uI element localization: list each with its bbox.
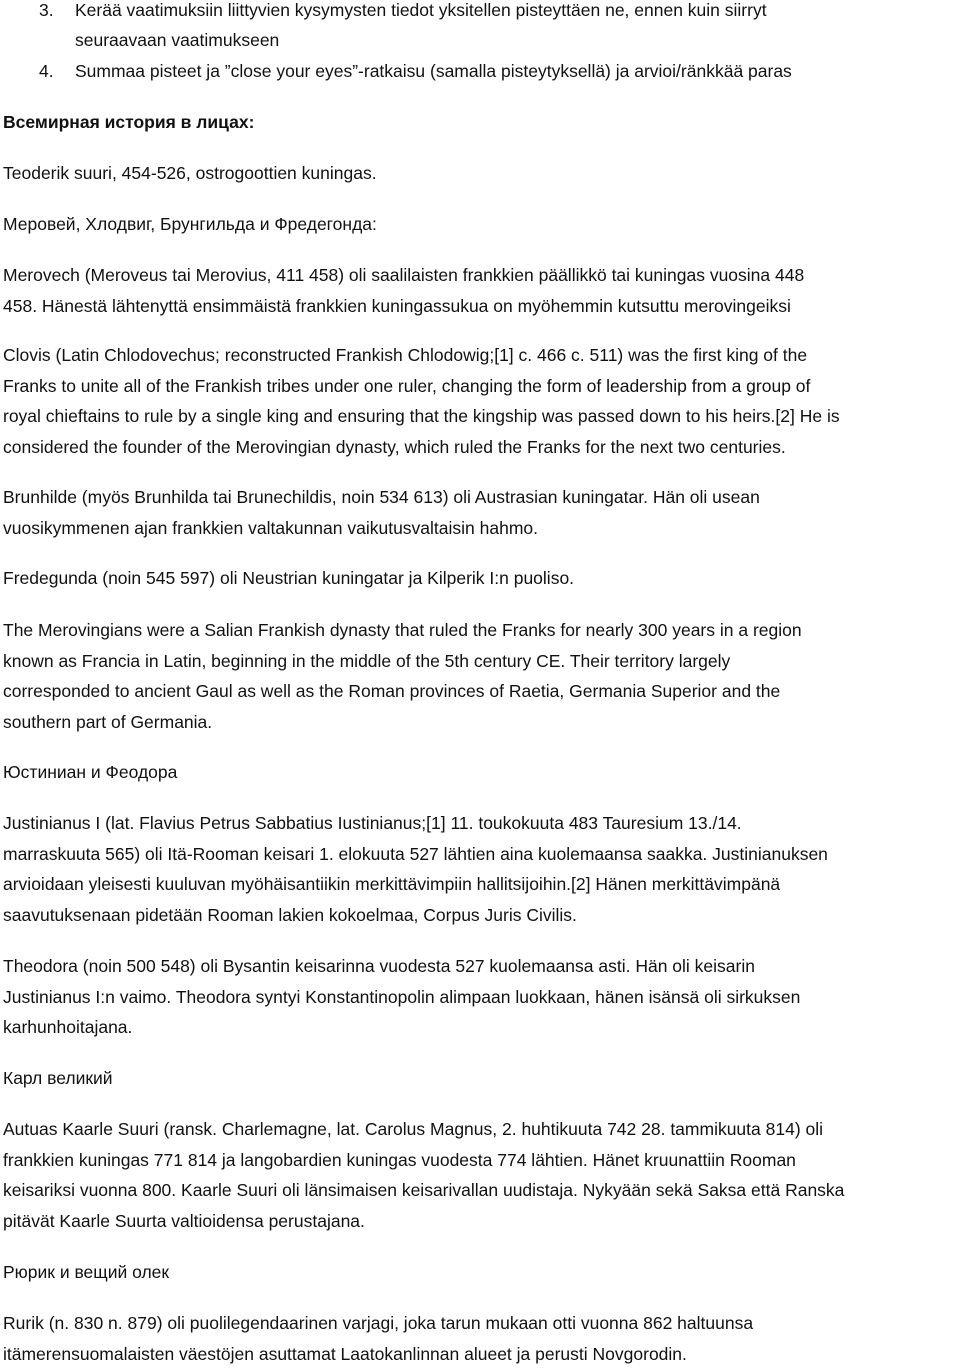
text-line: royal chieftains to rule by a single king and ensuring that the kingship was passed down to his heirs.[2] He is <box>3 406 840 426</box>
text-line: frankkien kuningas 771 814 ja langobardien kuningas vuodesta 774 lähtien. Hänet kruunattiin Rooman <box>3 1149 796 1170</box>
text-line: Fredegunda (noin 545 597) oli Neustrian kuningatar ja Kilperik I:n puoliso. <box>3 568 575 588</box>
paragraph-theodora <box>3 951 958 1043</box>
paragraph-kaarle <box>3 1114 958 1236</box>
text-line: Teoderik suuri, 454-526, ostrogoottien kuningas. <box>3 163 377 183</box>
text-line: Карл великий <box>3 1068 113 1088</box>
list-number: 3. <box>39 0 54 20</box>
paragraph-merovech <box>3 260 958 321</box>
text-line: Justinianus I (lat. Flavius Petrus Sabbatius Iustinianus;[1] 11. toukokuuta 483 Tauresium 13./14. <box>3 813 742 833</box>
text-line: vuosikymmenen ajan frankkien valtakunnan vaikutusvaltaisin hahmo. <box>3 517 539 538</box>
paragraph-rurik <box>3 1308 958 1369</box>
text-line: Всемирная история в лицах: <box>3 112 255 132</box>
text-line: Рюрик и вещий олек <box>3 1262 170 1282</box>
heading-ryurik <box>3 1257 958 1288</box>
text-line: Autuas Kaarle Suuri (ransk. Charlemagne, lat. Carolus Magnus, 2. huhtikuuta 742 28. tammikuuta 814) oli <box>3 1119 824 1139</box>
text-line: Justinianus I:n vaimo. Theodora syntyi Konstantinopolin alimpaan luokkaan, hänen isänsä oli sirkuksen <box>3 986 801 1007</box>
text-line: Summaa pisteet ja ”close your eyes”-ratkaisu (samalla pisteytyksellä) ja arvioi/ränkkää paras <box>75 61 792 81</box>
text-line: considered the founder of the Merovingian dynasty, which ruled the Franks for the next two centuries. <box>3 436 786 457</box>
heading-vsemirnaya-istoriya <box>3 107 958 138</box>
text-line: Kerää vaatimuksiin liittyvien kysymysten tiedot yksitellen pisteyttäen ne, ennen kuin siirryt <box>75 0 767 20</box>
paragraph-fredegunda <box>3 563 958 594</box>
text-line: arvioidaan yleisesti kuuluvan myöhäisantiikin merkittävimpiin hallitsijoihin.[2] Hänen merkittävimpänä <box>3 874 781 894</box>
list-text <box>75 0 945 55</box>
paragraph-clovis <box>3 340 958 462</box>
text-line: southern part of Germania. <box>3 711 213 732</box>
text-line: Brunhilde (myös Brunhilda tai Brunechildis, noin 534 613) oli Austrasian kuningatar. Hän oli usean <box>3 487 760 507</box>
text-line: known as Francia in Latin, beginning in the middle of the 5th century CE. Their territory largely <box>3 650 731 671</box>
text-line: pitävät Kaarle Suurta valtioidensa perustajana. <box>3 1210 365 1231</box>
paragraph-brunhilde <box>3 482 958 543</box>
text-line: keisariksi vuonna 800. Kaarle Suuri oli länsimaisen keisarivallan uudistaja. Nykyään sekä Saksa että Ranska <box>3 1180 845 1200</box>
paragraph-justinianus <box>3 808 958 930</box>
text-line: Меровей, Хлодвиг, Брунгильда и Фредегонда: <box>3 214 377 234</box>
text-line: marraskuuta 565) oli Itä-Rooman keisari 1. elokuuta 527 lähtien aina kuolemaansa saakka. Justinianuksen <box>3 843 828 864</box>
text-line: corresponded to ancient Gaul as well as the Roman provinces of Raetia, Germania Superior and the <box>3 681 781 701</box>
text-line: 458. Hänestä lähtenyttä ensimmäistä frankkien kuningassukua on myöhemmin kutsuttu merovingeiksi <box>3 295 791 316</box>
list-number: 4. <box>39 61 54 81</box>
heading-yustinian <box>3 757 958 788</box>
text-line: Clovis (Latin Chlodovechus; reconstructed Frankish Chlodowig;[1] c. 466 c. 511) was the first king of the <box>3 345 808 365</box>
paragraph-teoderik <box>3 158 958 189</box>
paragraph-merovingians <box>3 615 958 737</box>
text-line: Franks to unite all of the Frankish tribes under one ruler, changing the form of leadership from a group of <box>3 375 811 396</box>
text-line: Юстиниан и Феодора <box>3 762 178 782</box>
text-line: seuraavaan vaatimukseen <box>75 30 280 50</box>
list-text <box>75 56 945 86</box>
text-line: Theodora (noin 500 548) oli Bysantin keisarinna vuodesta 527 kuolemaansa asti. Hän oli keisarin <box>3 956 755 976</box>
text-line: itämerensuomalaisten väestöjen asuttamat Laatokanlinnan alueet ja perusti Novgorodin. <box>3 1343 687 1364</box>
text-line: Rurik (n. 830 n. 879) oli puolilegendaarinen varjagi, joka tarun mukaan otti vuonna 862 haltuunsa <box>3 1313 754 1333</box>
text-line: saavutuksenaan pidetään Rooman lakien kokoelmaa, Corpus Juris Civilis. <box>3 904 577 925</box>
heading-karl <box>3 1063 958 1094</box>
text-line: karhunhoitajana. <box>3 1017 133 1037</box>
text-line: Merovech (Meroveus tai Merovius, 411 458) oli saalilaisten frankkien päällikkö tai kuningas vuosina 448 <box>3 265 805 285</box>
heading-merovey <box>3 209 958 240</box>
text-line: The Merovingians were a Salian Frankish dynasty that ruled the Franks for nearly 300 years in a region <box>3 620 802 640</box>
